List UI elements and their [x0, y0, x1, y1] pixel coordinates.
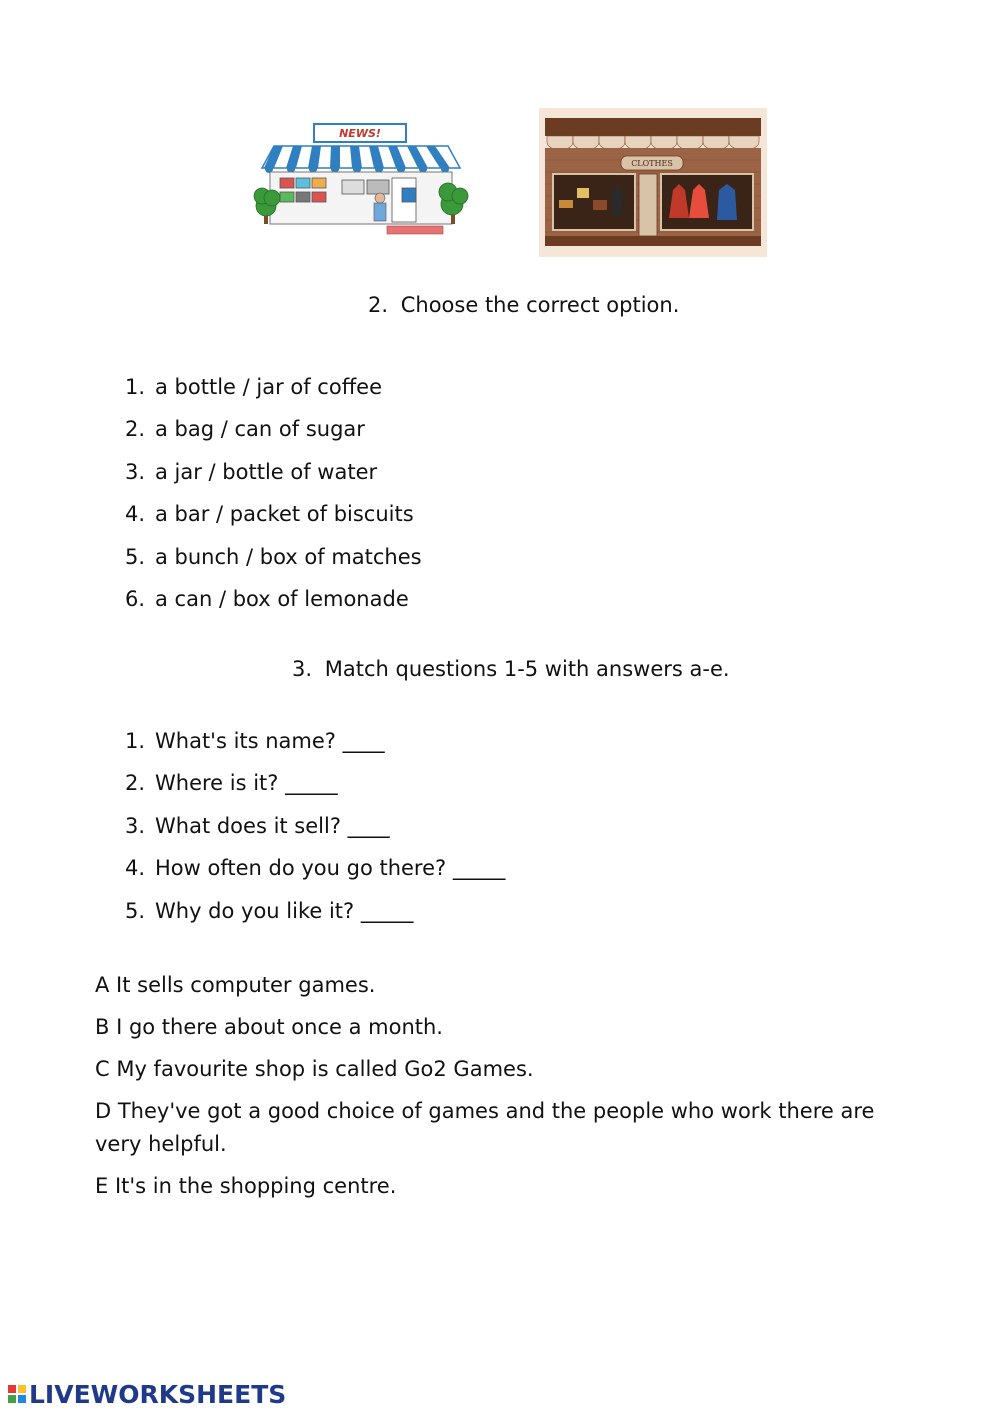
- list-item: [125, 585, 422, 627]
- answer-a: A It sells computer games.: [95, 973, 376, 997]
- clothes-shop-image: [539, 108, 767, 257]
- item-number: 3.: [125, 459, 146, 484]
- logo-text: LIVEWORKSHEETS: [29, 1379, 287, 1409]
- question-list: [125, 727, 505, 939]
- newsstand-image: [252, 120, 474, 240]
- item-text[interactable]: a bottle / jar of coffee: [155, 375, 383, 399]
- question-number: 4.: [125, 856, 146, 881]
- section-3-number: 3.: [292, 657, 313, 681]
- question-item: [125, 727, 505, 769]
- question-text[interactable]: Why do you like it? _____: [155, 898, 414, 923]
- item-text[interactable]: a bunch / box of matches: [155, 544, 422, 569]
- question-item: [125, 812, 505, 854]
- question-item: [125, 854, 505, 896]
- item-text[interactable]: a jar / bottle of water: [155, 459, 378, 484]
- question-number: 5.: [125, 898, 146, 923]
- answer-d: D They've got a good choice of games and the people who work there are very helpful.: [95, 1099, 875, 1156]
- question-text[interactable]: What does it sell? ____: [155, 813, 390, 838]
- item-text[interactable]: a bar / packet of biscuits: [155, 502, 414, 527]
- item-number: 2.: [125, 417, 146, 442]
- list-item: [125, 373, 422, 415]
- question-number: 3.: [125, 813, 146, 838]
- answer-e: E It's in the shopping centre.: [95, 1174, 397, 1198]
- clothes-sign-text: CLOTHES: [631, 159, 673, 168]
- item-text[interactable]: a bag / can of sugar: [155, 417, 365, 442]
- answer-c: C My favourite shop is called Go2 Games.: [95, 1057, 534, 1081]
- option-list: [125, 373, 422, 627]
- item-number: 4.: [125, 502, 146, 527]
- answer-b: B I go there about once a month.: [95, 1015, 443, 1039]
- item-text[interactable]: a can / box of lemonade: [155, 586, 409, 611]
- logo-blocks-icon: [8, 1385, 26, 1403]
- question-item: [125, 769, 505, 811]
- section-2-number: 2.: [368, 293, 389, 317]
- list-item: [125, 415, 422, 457]
- list-item: [125, 458, 422, 500]
- question-item: [125, 897, 505, 939]
- section-2-heading: [368, 293, 679, 317]
- item-number: 1.: [125, 375, 146, 399]
- question-text[interactable]: How often do you go there? _____: [155, 856, 506, 881]
- section-2-title: Choose the correct option.: [400, 293, 680, 317]
- news-sign-text: NEWS!: [339, 127, 381, 140]
- item-number: 6.: [125, 586, 146, 611]
- question-text[interactable]: Where is it? _____: [155, 771, 338, 796]
- list-item: [125, 500, 422, 542]
- list-item: [125, 543, 422, 585]
- question-number: 2.: [125, 771, 146, 796]
- liveworksheets-logo[interactable]: [8, 1381, 286, 1407]
- question-number: 1.: [125, 729, 146, 753]
- answer-list: [95, 969, 925, 1212]
- section-3-title: Match questions 1-5 with answers a-e.: [324, 657, 730, 681]
- item-number: 5.: [125, 544, 146, 569]
- section-3-heading: [292, 657, 730, 681]
- question-text[interactable]: What's its name? ____: [155, 729, 385, 753]
